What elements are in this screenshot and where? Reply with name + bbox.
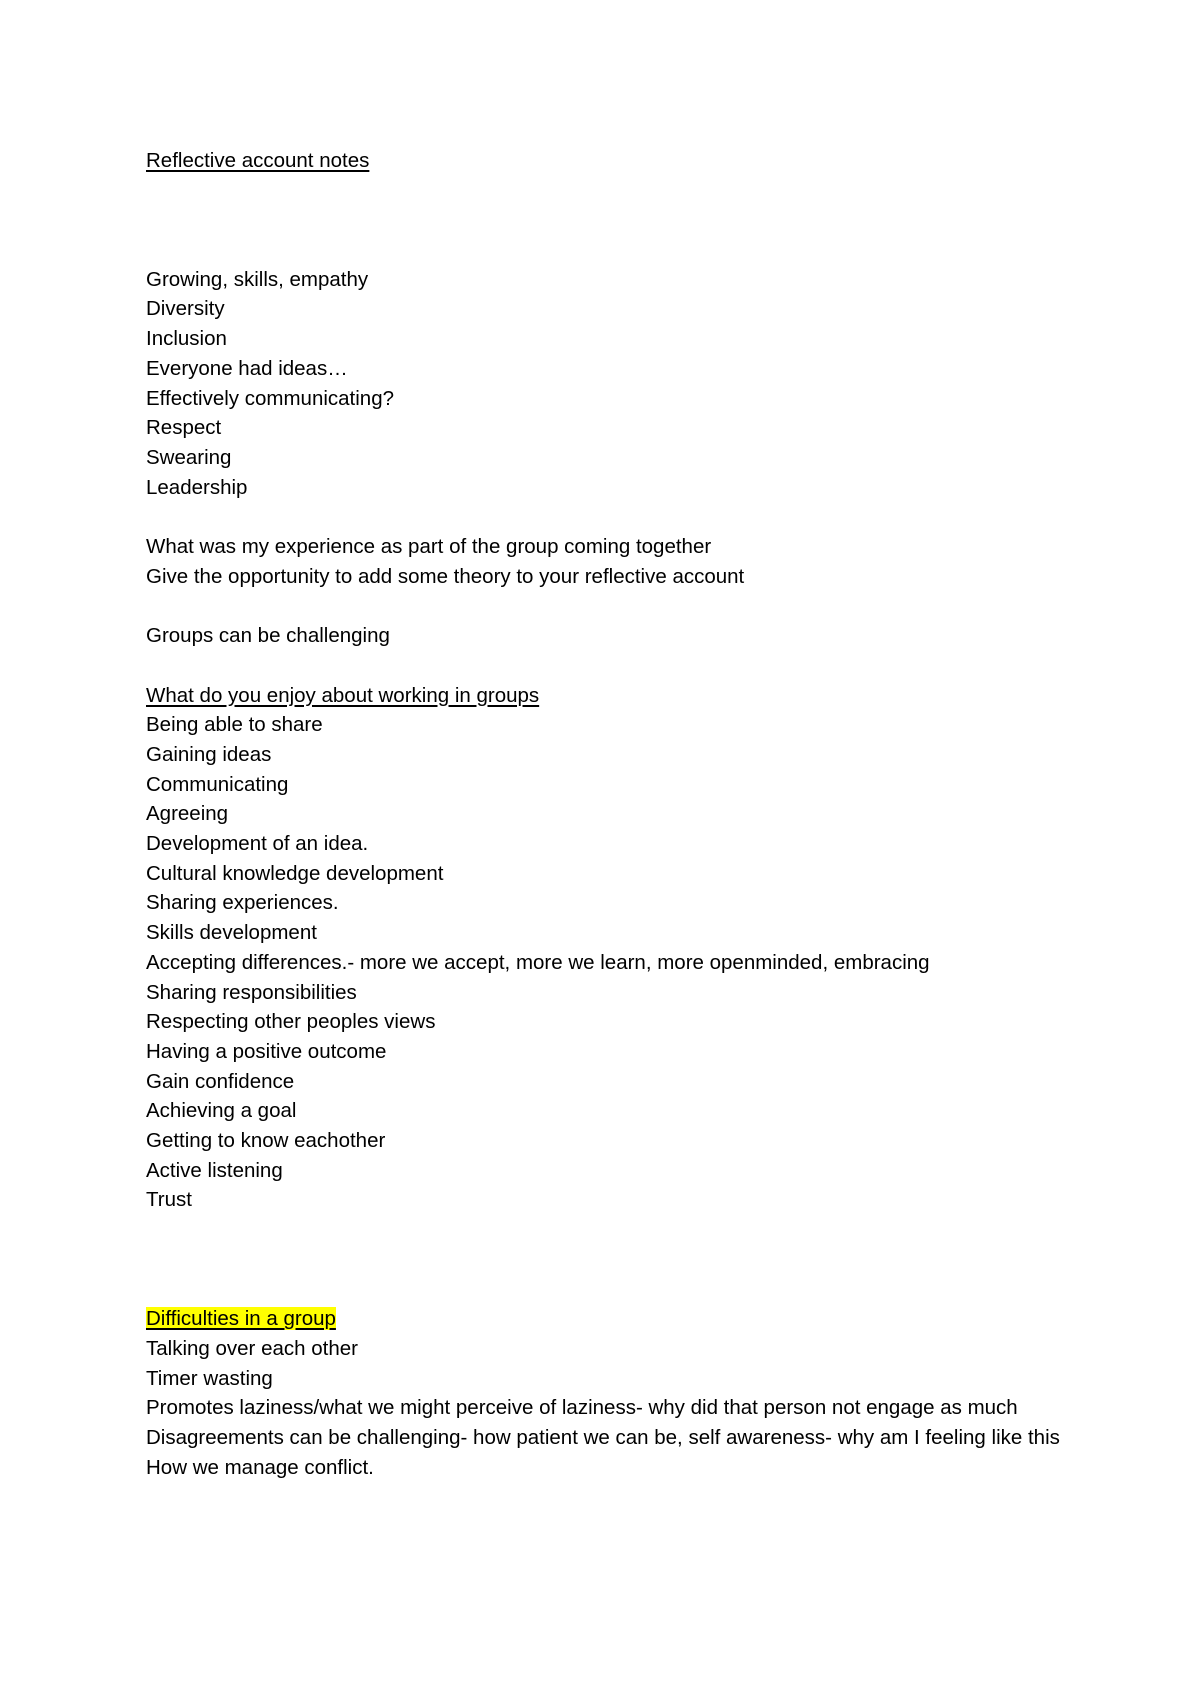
enjoy-item: Skills development xyxy=(146,921,317,945)
prompt-item: What was my experience as part of the group coming together xyxy=(146,535,712,559)
difficulties-section xyxy=(146,1304,1076,1482)
difficulties-heading: Difficulties in a group xyxy=(146,1307,336,1331)
difficulty-item: Timer wasting xyxy=(146,1366,273,1390)
enjoy-item: Gain confidence xyxy=(146,1069,295,1093)
keyword-item: Everyone had ideas… xyxy=(146,356,348,380)
keyword-item: Inclusion xyxy=(146,327,227,351)
enjoy-heading: What do you enjoy about working in groups xyxy=(146,683,540,707)
enjoy-item: Development of an idea. xyxy=(146,832,369,856)
keyword-item: Swearing xyxy=(146,445,232,469)
prompt-item: Give the opportunity to add some theory to your reflective account xyxy=(146,564,745,588)
enjoy-item: Communicating xyxy=(146,772,289,796)
enjoy-item: Accepting differences.- more we accept, more we learn, more openminded, embracing xyxy=(146,950,930,974)
challenge-note: Groups can be challenging xyxy=(146,624,390,648)
enjoy-item: Having a positive outcome xyxy=(146,1039,387,1063)
enjoy-item: Achieving a goal xyxy=(146,1099,297,1123)
spacer xyxy=(146,1215,1076,1304)
difficulty-item: How we manage conflict. xyxy=(146,1455,374,1479)
keyword-item: Diversity xyxy=(146,297,225,321)
document-body xyxy=(146,146,1076,1482)
enjoy-item: Being able to share xyxy=(146,713,323,737)
enjoy-item: Active listening xyxy=(146,1158,283,1182)
keyword-item: Respect xyxy=(146,416,222,440)
enjoy-item: Getting to know eachother xyxy=(146,1129,386,1153)
difficulty-item: Talking over each other xyxy=(146,1336,358,1360)
spacer xyxy=(146,591,1076,621)
keywords-list xyxy=(146,265,1076,503)
spacer xyxy=(146,176,1076,265)
enjoy-item: Cultural knowledge development xyxy=(146,861,444,885)
keyword-item: Leadership xyxy=(146,475,248,499)
enjoy-item: Gaining ideas xyxy=(146,742,272,766)
difficulty-item: Disagreements can be challenging- how patient we can be, self awareness- why am I feeling like this xyxy=(146,1425,1060,1449)
keyword-item: Growing, skills, empathy xyxy=(146,267,369,291)
difficulties-heading-line xyxy=(146,1304,1076,1334)
enjoy-section xyxy=(146,681,1076,1216)
enjoy-item: Sharing experiences. xyxy=(146,891,339,915)
enjoy-item: Trust xyxy=(146,1188,192,1212)
keyword-item: Effectively communicating? xyxy=(146,386,395,410)
spacer xyxy=(146,502,1076,532)
difficulty-item: Promotes laziness/what we might perceive of laziness- why did that person not engage as much xyxy=(146,1396,1018,1420)
enjoy-item: Respecting other peoples views xyxy=(146,1010,436,1034)
document-title: Reflective account notes xyxy=(146,149,370,172)
enjoy-item: Agreeing xyxy=(146,802,229,826)
spacer xyxy=(146,651,1076,681)
enjoy-item: Sharing responsibilities xyxy=(146,980,357,1004)
prompts-list xyxy=(146,532,1076,591)
